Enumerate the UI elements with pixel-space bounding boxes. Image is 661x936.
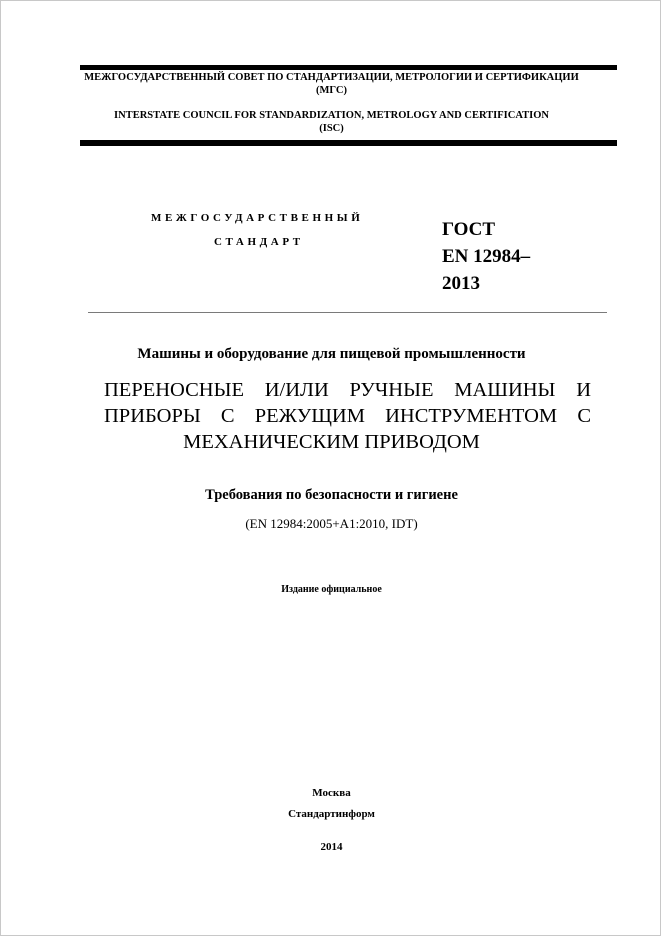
industry-subtitle: Машины и оборудование для пищевой промышленности — [137, 346, 526, 362]
main-title-line1: ПЕРЕНОСНЫЕ И/ИЛИ РУЧНЫЕ МАШИНЫ И — [104, 379, 591, 401]
council-ru-name: МЕЖГОСУДАРСТВЕННЫЙ СОВЕТ ПО СТАНДАРТИЗАЦИИ, МЕТРОЛОГИИ И СЕРТИФИКАЦИИ — [84, 72, 579, 83]
header-top-rule — [80, 65, 617, 70]
main-title-line3: МЕХАНИЧЕСКИМ ПРИВОДОМ — [183, 431, 480, 453]
publisher: Стандартинформ — [288, 808, 375, 820]
council-ru-abbr: (МГС) — [315, 85, 348, 96]
gost-designation — [442, 216, 530, 297]
edition-note: Издание официальное — [281, 584, 382, 595]
gost-line2: EN 12984– — [442, 246, 531, 267]
gost-line1: ГОСТ — [442, 219, 496, 240]
requirements-subtitle: Требования по безопасности и гигиене — [205, 487, 458, 503]
city: Москва — [312, 787, 351, 799]
title-divider — [88, 312, 607, 313]
imprint — [1, 783, 661, 858]
standard-label-line1: МЕЖГОСУДАРСТВЕННЫЙ — [151, 212, 364, 224]
header-bottom-rule — [80, 140, 617, 146]
year: 2014 — [320, 841, 343, 853]
council-ru — [1, 71, 661, 97]
council-en-name: INTERSTATE COUNCIL FOR STANDARDIZATION, METROLOGY AND CERTIFICATION — [114, 110, 549, 121]
council-en — [1, 109, 661, 135]
council-en-abbr: (ISC) — [319, 123, 344, 134]
standard-label-line2: СТАНДАРТ — [214, 236, 304, 248]
gost-line3: 2013 — [442, 273, 480, 294]
main-title-line2: ПРИБОРЫ С РЕЖУЩИМ ИНСТРУМЕНТОМ С — [104, 405, 591, 427]
identity-reference: (EN 12984:2005+A1:2010, IDT) — [245, 516, 418, 531]
